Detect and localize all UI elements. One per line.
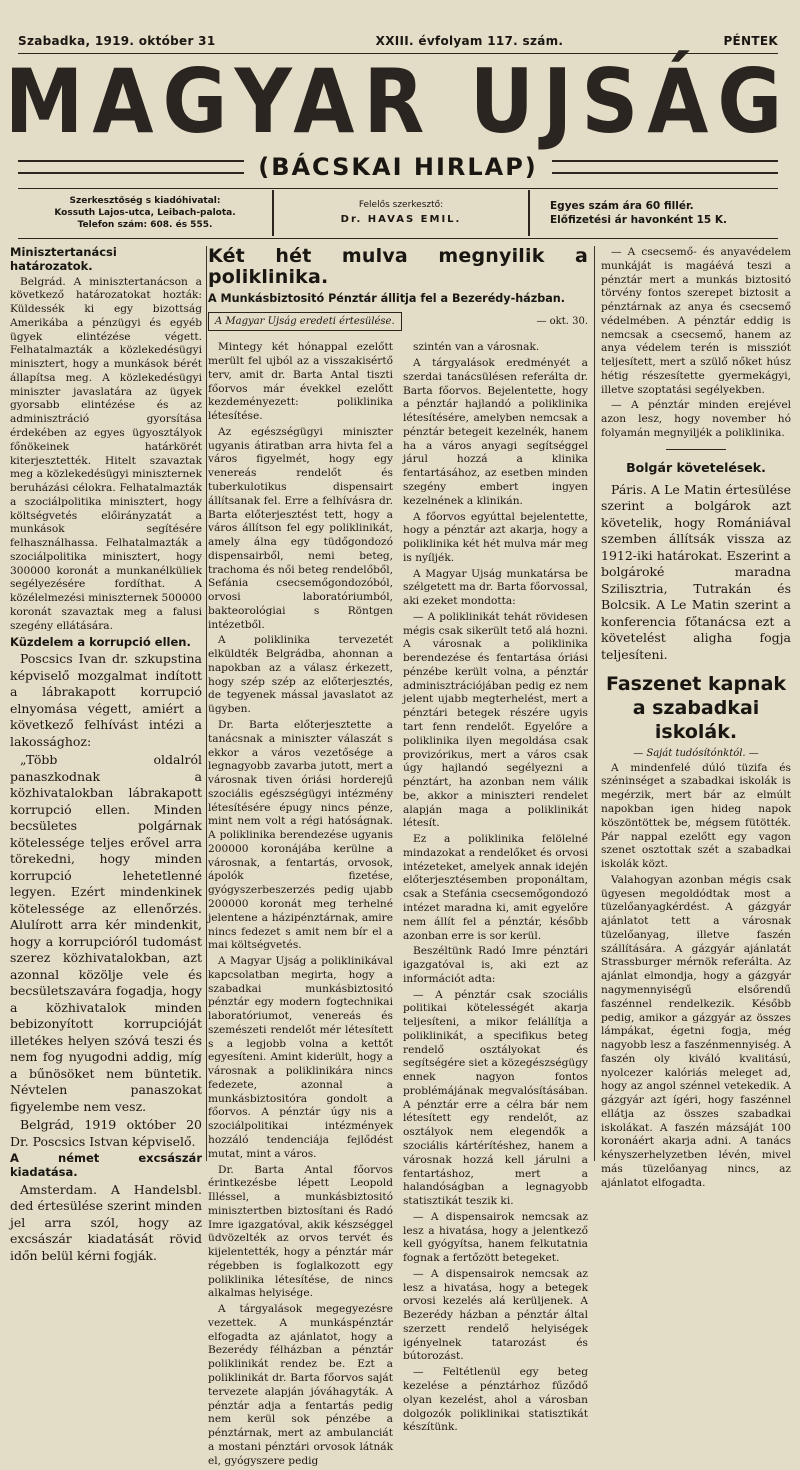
- article-paragraph: Páris. A Le Matin értesülése szerint a bolgárok azt követelik, hogy Romániával szemben állítsák vissza az 1912-iki határokat. Eszerint a bolgároké maradna Szilisztria, Tutrakán és Bolcsik. A Le Matin szerint a konferencia főtanácsa ezt a követelést aligha fogja teljesíteni.: [601, 481, 791, 662]
- bulgarian-article: [601, 482, 791, 664]
- article-paragraph: „Több oldalról panaszkodnak a közhivatalokban lábrakapott korrupció ellen. Minden becsületes polgárnak kötelessége teljes erővel arra törekedni, hogy minden korrupció lehetetlenné legyen. Ezért mindenkinek kötelessége az ellenőrzés. Alulírott arra kér mindenkit, hogy a korrupcióról tudomást szerez közhivatalokban, azt azonnal közölje vele és becsületszavára fogadja, hogy a közhivatalok minden bebizonyított korrupcióját illetékes helyen szóvá teszi és nem fog nyugodni addig, míg a bűnösöket nem büntetik. Névtelen panaszokat figyelembe nem vesz.: [10, 752, 202, 1114]
- article-heading: A német excsászár kiadatása.: [10, 1151, 202, 1180]
- editor-label: Felelős szerkesztő:: [358, 200, 444, 211]
- newspaper-subtitle: (BÁCSKAI HIRLAP): [258, 153, 538, 181]
- article-dateline: — Saját tudósítónktól. —: [633, 747, 759, 759]
- main-subheadline: A Munkásbiztositó Pénztár állitja fel a Bezerédy-házban.: [208, 291, 566, 305]
- article-heading: Minisztertanácsi határozatok.: [10, 245, 117, 273]
- article-paragraph: Belgrád. A minisztertanácson a következő határozatokat hozták: Küldessék ki egy bizottság Amerikába a pénzügyi és egyéb ügyek elintézése végett. Felhatalmazták a közlekedésügyi minisztert, hogy a munkások bérét állapítsa meg. A közlekedésügyi miniszter javaslatára az ügyek gyorsabb elintézése és az adminisztráció gyorsítása érdekében az egyes ügyosztályok főnökeinek határkörét kiterjesztették. Hitelt szavaztak meg a közlekedésügyi miniszternek beruházási célokra. Felhatalmazták a szociálpolitika minisztert, hogy költségvetés előirányzatát a munkások segítésére felhasználhassa. Felhatalmazták a szociálpolitika minisztert, hogy 300000 koronát a munkanélküliek segélyezésére fordíthat. A közélelmezési miniszternek 500000 koronát szavaztak meg a falusi szegény ellátására.: [10, 275, 202, 632]
- article-paragraph: — A dispensairok nemcsak az lesz a hivatása, hogy a betegek orvosi kezelés alá kerüljenek. A Bezerédy házban a pénztár által szerzett rendelő helyiségek igényelnek tatarozást és bútorozást.: [403, 1267, 588, 1363]
- source-row: [208, 312, 588, 331]
- article-paragraph: Poscsics Ivan dr. szkupstina képviselő mozgalmat indított a lábrakapott korrupció elnyomása végett, amiért a következő felhívást intézi a lakossághoz:: [10, 651, 202, 749]
- article-heading: Faszenet kapnak a szabadkai iskolák.: [605, 673, 787, 743]
- article-paragraph: szintén van a városnak.: [413, 341, 540, 354]
- article-paragraph: A Magyar Ujság munkatársa be szélgetett ma dr. Barta főorvossal, aki ezeket mondotta:: [403, 567, 588, 608]
- column-main: [208, 245, 588, 1467]
- article-paragraph: Valahogyan azonban mégis csak ügyesen megoldódtak most a tüzelőanyagkérdést. A gázgyár ajánlatot tett a városnak tüzelőanyag, illetve faszén szállítására. A gázgyár ajánlatát Strassburger mérnök referálta. Az ajánlat elmondja, hogy a gázgyár nagymennyiségű elsőrendű faszénnel rendelkezik. Később pedig, amikor a gázgyár az összes lámpákat, égetni fogja, még nagyobb lesz a faszénmennyiség. A faszén oly kiváló kvalitású, nyolcezer kalóriás meleget ad, hogy az angol szénnel vetekedik. A gázgyár azt ígéri, hogy faszénnel ellátja az összes szabadkai iskolákat. A faszén mázsáját 100 koronáért akarja adni. A tanács kényszerhelyzetben lévén, mivel más tüzelőanyag nincs, az ajánlatot elfogadta.: [601, 873, 791, 1189]
- article-paragraph: Dr. Barta Antal főorvos érintkezésbe lépett Leopold Illéssel, a munkásbiztositó minisztertben biztosítani és Radó Imre igazgatóval, akik készséggel üdvözelték az orvos tervét és kijelentették, hogy a pénztár már régebben is foglalkozott egy poliklinika létesítése, de nincs alkalmas helyisége.: [208, 1163, 393, 1300]
- main-story-right: [403, 341, 588, 1470]
- subscription-price: Előfizetési ár havonként 15 K.: [550, 214, 728, 226]
- article-paragraph: — A poliklinikát tehát rövidesen mégis csak sikerült tető alá hozni. A városnak a poliklinika berendezése és fentartása óriási pénzébe került volna, a pénztár adminisztrációjában pedig ez nem jelent ujabb megterhelést, mert a pénztári betegek részére ugyis tart fenn rendelőt. Egyelőre a poliklinika ilyen megoldása csak provizórikus, mert a város csak úgy hajlandó segélyezni a pénztárt, ha azonban nem válik be, akkor a miniszteri rendelet alapján maga a poliklinikát létesít.: [403, 610, 588, 830]
- main-story-body: [208, 341, 588, 1470]
- subtitle-row: [18, 150, 778, 184]
- office-line: Szerkesztőség s kiadóhivatal:: [69, 195, 221, 206]
- price-info: [530, 190, 778, 236]
- kaiser-article: [10, 1182, 202, 1265]
- article-paragraph: — A csecsemő- és anyavédelem munkáját is magáévá teszi a pénztár mert a munkás biztositó törvény fontos szerepet biztosit a pénztárnak az anya és csecsemő védelmében. A pénztár eddig is nemcsak a csecsemő, hanem az anya védelem terén is missziót teljesített, mert a szülő nőket húsz hétig részesítette gyermekágyi, illetve szoptatási segélyekben.: [601, 246, 791, 396]
- article-paragraph: — A pénztár csak szociális politikai kötelességét akarja teljesíteni, a mikor felállítja a poliklinikát, a specifikus beteg rendelő osztályokat és segítségére siet a közegészségügy ennek nagyon fontos problémájának megvalósításában. A pénztár erre a célra bár nem létesített egy rendelőt, az osztályok nem elegendők a szociális kártérítéshez, hanem a városnak hozzá kell járulni a fentartáshoz, mert a halandóságban a legnagyobb statisztikát teszik ki.: [403, 988, 588, 1208]
- article-paragraph: A Magyar Ujság a poliklinikával kapcsolatban megirta, hogy a szabadkai munkásbiztositó pénztár egy modern fogtechnikai laboratóriumot, venereás és szemészeti rendelőt mér létesített s a legjobb volna a kettőt egyesíteni. Amint kiderült, hogy a városnak a poliklinikára nincs fedezete, azonnal a munkásbiztositóra gondolt a főorvos. A pénztár úgy nis a szociálpolitikai intézmények hozzáló tendenciája fejlődést mutat, mint a város.: [208, 955, 393, 1160]
- source-box: A Magyar Ujság eredeti értesülése.: [208, 312, 402, 331]
- issue-weekday: PÉNTEK: [723, 34, 778, 48]
- masthead: [4, 50, 792, 154]
- info-top-rule: [18, 188, 778, 189]
- article-paragraph: — A pénztár minden erejével azon lesz, hogy november hó folyamán megnyiljék a poliklinika.: [601, 399, 791, 439]
- article-paragraph: A főorvos egyúttal bejelentette, hogy a pénztár azt akarja, hogy a poliklinika két hét mulva már meg is nyíljék.: [403, 510, 588, 564]
- column-left: [10, 245, 207, 1263]
- editor-name: Dr. HAVAS EMIL.: [340, 214, 462, 226]
- office-address: Kossuth Lajos-utca, Leibach-palota.: [54, 207, 236, 218]
- article-paragraph: Az egészségügyi miniszter ugyanis átiratban arra hivta fel a város figyelmét, hogy egy venereás rendelőt és tuberkulotikus dispensairt állítsanak fel. Erre a felhívásra dr. Barta előterjesztést tett, hogy a város állítson fel egy poliklinikát, amely álna egy tüdőgondozó dispensairből, nemi beteg, trachoma és női beteg rendelőből, Sefánia csecsemőgondozóból, orvosi laboratóriumból, bakteorológiai s Röntgen intézetből.: [208, 425, 393, 631]
- article-paragraph: Ez a poliklinika felölelné mindazokat a rendelőket és orvosi intézeteket, amelyek annak idején előterjesztésemben proponáltam, csak a Stefánia csecsemőgondozó intézet maradna ki, amit egyelőre nem állít fel a pénztár, később azonban erre is sor kerül.: [403, 833, 588, 942]
- main-dateline: — okt. 30.: [536, 316, 588, 328]
- article-paragraph: — Feltétlenül egy beteg kezelése a pénztárhoz fűződő olyan kezelést, ahol a városban dolgozók poliklinikai statisztikát készítünk.: [403, 1366, 588, 1434]
- office-phone: Telefon szám: 608. és 555.: [77, 220, 213, 231]
- article-paragraph: — A dispensairok nemcsak az lesz a hivatása, hogy a jelentkező kell gyógyítsa, hanem felkutatnia fognak a fertőzött betegeket.: [403, 1210, 588, 1265]
- article-paragraph: A tárgyalások megegyezésre vezettek. A munkáspénztár elfogadta az ajánlatot, hogy a Bezerédy félházban a pénztár poliklinikát rendez be. Ezt a poliklinikát dr. Barta főorvos saját tervezete alapján jóváhagyták. A pénztár adja a fentartás pedig nem kerül sok pénzébe a pénztárnak, mert az ambulanciát a mostani pénztári orvosok látnák el, gyógyszere pedig: [208, 1303, 393, 1467]
- article-paragraph: Beszéltünk Radó Imre pénztári igazgatóval is, aki ezt az információt adta:: [403, 945, 588, 985]
- separator: [666, 449, 726, 450]
- office-info: [18, 190, 274, 236]
- single-price: Egyes szám ára 60 fillér.: [550, 199, 694, 212]
- info-bottom-rule: [18, 238, 778, 239]
- article-heading: Küzdelem a korrupció ellen.: [10, 634, 191, 649]
- editor-info: [274, 190, 530, 236]
- article-paragraph: A tárgyalások eredményét a szerdai tanácsülésen referálta dr. Barta főorvos. Bejelentette, hogy a pénztár hajlandó a poliklinika létesítésére, amelyben nemcsak a pénztár betegeit kezelnék, hanem ha a város anyagi segítséggel járul hozzá a klinika fentartásához, az esetben minden szegény embert ingyen kezelnének a klinikán.: [403, 357, 588, 507]
- corruption-article: [10, 651, 202, 1150]
- issue-date: Szabadka, 1919. október 31: [18, 34, 216, 48]
- subtitle-rule-left: [18, 160, 244, 174]
- main-story-left: [208, 341, 393, 1470]
- article-paragraph: Belgrád, 1919 október 20 Dr. Poscsics Istvan képviselő.: [10, 1117, 202, 1149]
- column-right: [594, 246, 791, 1189]
- subtitle-rule-right: [552, 160, 778, 174]
- top-line: [18, 30, 778, 52]
- article-paragraph: A mindenfelé dúló tüzifa és széninséget a szabadkai iskolák is megérzik, mert bár az elmúlt napokban igen hideg napok köszöntöttek be, mégsem fütötték. Pár nappal ezelőtt egy vagon szenet osztottak szét a szabadkai iskolák közt.: [601, 761, 791, 871]
- newspaper-title: MAGYAR UJSÁG: [4, 50, 792, 154]
- article-paragraph: Mintegy két hónappal ezelőtt merült fel ujból az a visszakisértő terv, amit dr. Barta Antal tiszti főorvos már évekkel ezelőtt kezdeményezett: poliklinika létesítése.: [208, 341, 393, 423]
- article-heading: Bolgár követelések.: [626, 459, 766, 475]
- article-paragraph: A poliklinika tervezetét elküldték Belgrádba, ahonnan a napokban az a válasz érkezett, hogy szép szép az előterjesztés, de tegyenek mással javaslatot az ügyben.: [208, 634, 393, 716]
- article-paragraph: Dr. Barta előterjesztette a tanácsnak a miniszter válaszát s ekkor a város vezetősége a legnagyobb zavarba jutott, mert a városnak tiven óriási horderejű szociális egészségügyi intézmény létesítésére épugy nincs pénze, mint nem volt a régi hatóságnak. A poliklinika berendezése ugyanis 200000 koronájába kerülne a városnak, a fentartás, orvosok, ápolók fizetése, gyógyszerbeszerzés pedig ujabb 200000 koronát meg terhelné jelentene a házipénztárnak, amire nincs fedezet s amit nem bír el a mai költségvetés.: [208, 719, 393, 952]
- info-bar: [18, 190, 778, 236]
- issue-volume: XXIII. évfolyam 117. szám.: [375, 34, 564, 48]
- main-headline: Két hét mulva megnyilik a poliklinika.: [208, 245, 588, 288]
- article-paragraph: Amsterdam. A Handelsbl. ded értesülése szerint minden jel arra szól, hogy az excsászár kiadatását rövid időn belül kérni fogják.: [10, 1181, 202, 1263]
